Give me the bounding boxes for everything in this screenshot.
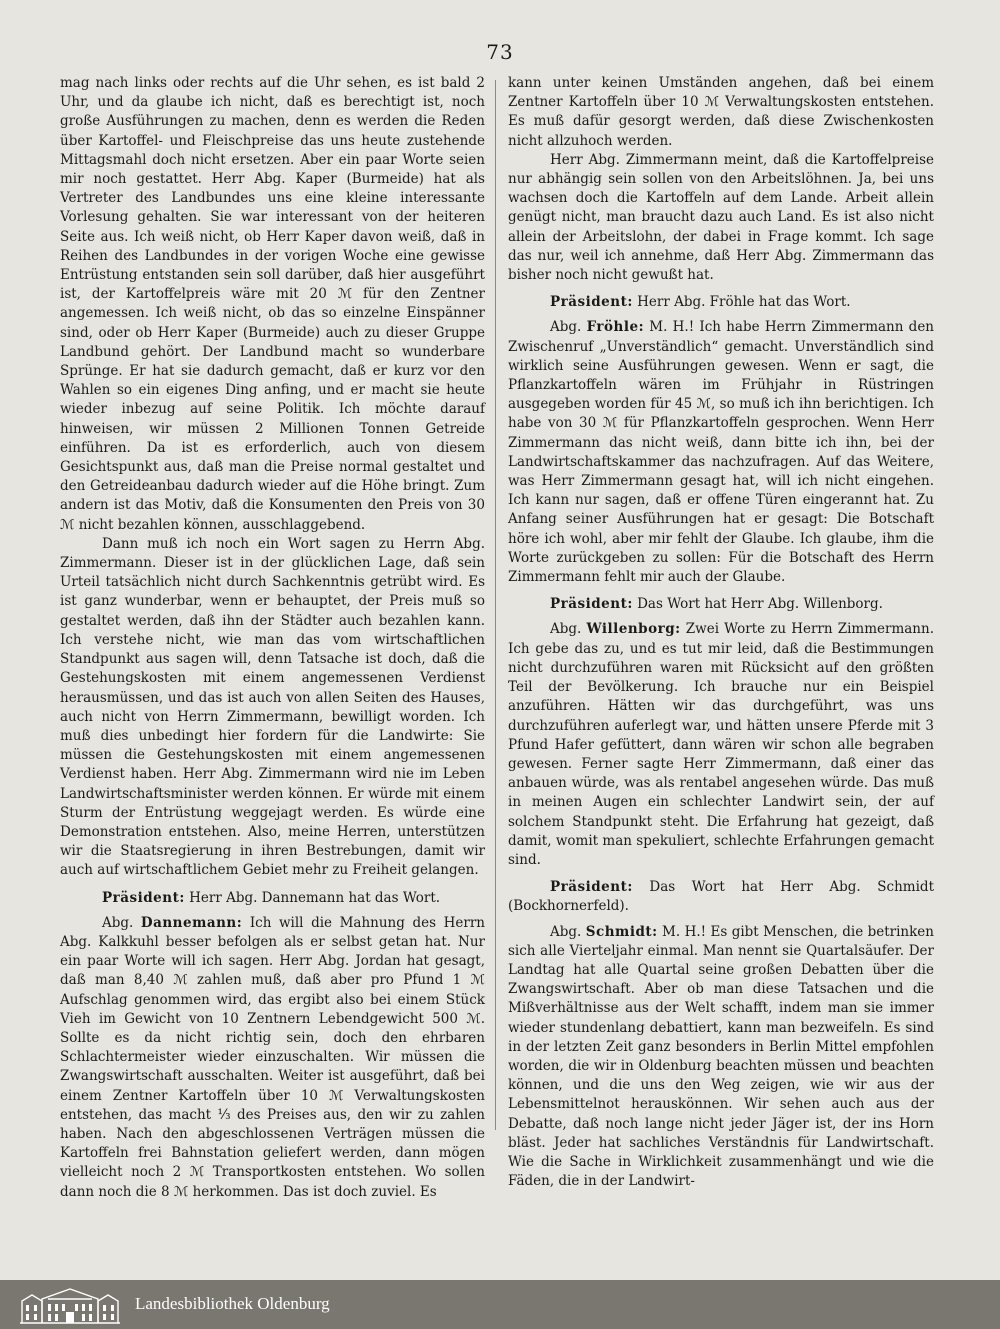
speaker-label: Dannemann: — [140, 914, 243, 931]
speech-text: M. H.! Es gibt Menschen, die betrinken sich alle Vierteljahr einmal. Man nennt sie Quartalsäufer. Der Landtag hat alle Quartal seine großen Debatten über die Zwangswirtschaft. Aber ob man diese Tatsachen und die Mißverhältnisse aus der Welt schafft, indem man sie immer wieder stundenlang debattiert, kann man bezweifeln. Es sind in der letzten Zeit ganz besonders in Berlin Mittel empfohlen worden, die wir in Oldenburg beachten müssen und beachten können, und die uns den Weg zeigen, wie wir aus der Lebensmittelnot herauskönnen. Wir sehen auch aus der Debatte, daß noch lange nicht jeder Jäger ist, der ins Horn bläst. Jeder hat sachliches Verständnis für Landwirtschaft. Wie die Sache in Wirklichkeit zusammenhängt und wie die Fäden, die in der Landwirt- — [508, 923, 934, 1190]
paragraph: kann unter keinen Umständen angehen, daß bei einem Zentner Kartoffeln über 10 ℳ Verwaltungskosten entstehen. Es muß dafür gesorgt werden, daß diese Zwischenkosten nicht allzuhoch werden. — [508, 75, 934, 149]
speaker-label: Präsident: — [550, 879, 633, 896]
paragraph: Dann muß ich noch ein Wort sagen zu Herrn Abg. Zimmermann. Dieser ist in der glücklichen Lage, daß sein Urteil tatsächlich nicht durch Sachkenntnis getrübt wird. Es ist ganz wunderbar, wenn er behauptet, der Preis muß so gestaltet werden, daß ihn der Städter auch bezahlen kann. Ich verstehe nicht, wie man das vom wirtschaftlichen Standpunkt aus sagen will, denn Tatsache ist doch, daß die Gestehungskosten mit einem angemessenen Verdienst herausmüssen, und das ist auch von allen Seiten des Hauses, auch nicht von Herrn Zimmermann, bewilligt worden. Ich muß dies unbedingt hier fordern für die Landwirte: Sie müssen die Gestehungskosten mit einem angemessenen Verdienst haben. Herr Abg. Zimmermann wird nie im Leben Landwirtschaftsminister werden können. Er würde mit einem Sturm der Entrüstung weggejagt werden. Es würde eine Demonstration entstehen. Also, meine Herren, unterstützen wir die Staatsregierung in ihren Bestrebungen, damit wir auch auf wirtschaftlichem Gebiet mehr zu Freiheit gelangen. — [60, 535, 485, 879]
speaker-label: Schmidt: — [585, 923, 658, 940]
speaker-prefix: Abg. — [550, 621, 587, 638]
footer-bar — [0, 1280, 1000, 1329]
statement-text: Herr Abg. Dannemann hat das Wort. — [184, 889, 441, 906]
president-statement — [508, 878, 934, 916]
speaker-label: Präsident: — [550, 294, 633, 311]
speaker-prefix: Abg. — [550, 923, 586, 940]
paragraph: Herr Abg. Zimmermann meint, daß die Kartoffelpreise nur abhängig sein sollen von den Arbeitslöhnen. Ja, bei uns wachsen doch die Kartoffeln auf dem Lande. Arbeit allein genügt nicht, man braucht dazu auch Land. Es ist also nicht allein der Arbeitslohn, der dabei in Frage kommt. Ich sage das nur, weil ich annehme, daß Herr Abg. Zimmermann das bisher noch nicht gewußt hat. — [508, 151, 934, 284]
president-statement — [508, 595, 934, 614]
speech-text: M. H.! Ich habe Herrn Zimmermann den Zwischenruf „Unverständlich“ gemacht. Unverständlich sind wirklich seine Ausführungen gewesen. Wenn er sagt, die Pflanzkartoffeln wären im Frühjahr in Rüstringen ausgegeben worden für 45 ℳ, so muß ich ihn berichtigen. Ich habe von 30 ℳ für Pflanzkartoffeln gesprochen. Wenn Herr Zimmermann das nicht weiß, dann bitte ich ihn, bei der Landwirtschaftskammer das nachzufragen. Auf das Weitere, was Herr Zimmermann gesagt hat, will ich nicht eingehen. Ich kann nur sagen, daß er offene Türen eingerannt hat. Zu Anfang seiner Ausführungen hat er gesagt: Die Botschaft höre ich wohl, aber mir fehlt der Glaube. Ich glaube, ihm die Worte zurückgeben zu sollen: Für die Botschaft des Herrn Zimmermann fehlt mir auch der Glaube. — [508, 319, 934, 586]
statement-text: Das Wort hat Herr Abg. Schmidt (Bockhornerfeld). — [508, 879, 934, 915]
page-number: 73 — [486, 40, 514, 64]
president-statement — [508, 293, 934, 312]
statement-text: Herr Abg. Fröhle hat das Wort. — [632, 294, 851, 311]
statement-text: Das Wort hat Herr Abg. Willenborg. — [632, 596, 883, 613]
speaker-prefix: Abg. — [102, 914, 141, 931]
speech-text: Ich will die Mahnung des Herrn Abg. Kalkkuhl besser befolgen als er selbst getan hat. Nur ein paar Worte will ich sagen. Herr Abg. Jordan hat gesagt, daß man 8,40 ℳ zahlen muß, daß aber pro Pfund 1 ℳ Aufschlag genommen wird, das ergibt also bei einem Stück Vieh im Gewicht von 10 Zentnern Lebendgewicht 500 ℳ. Sollte es da nicht richtig sein, doch den ehrbaren Schlachtermeister wieder einzuschalten. Wir müssen die Zwangswirtschaft ausschalten. Weiter ist ausgeführt, daß bei einem Zentner Kartoffeln über 10 ℳ Verwaltungskosten entstehen, das macht ⅓ des Preises aus, den wir zu zahlen haben. Nach den abgeschlossenen Verträgen müssen die Kartoffeln frei Bahnstation geliefert werden, dann mögen vielleicht noch 2 ℳ Transportkosten entstehen. Wo sollen dann noch die 8 ℳ herkommen. Das ist doch zuviel. Es — [60, 914, 485, 1200]
speech-paragraph — [60, 914, 485, 1202]
library-building-logo-icon[interactable] — [18, 1285, 122, 1325]
left-column — [60, 74, 485, 1200]
speaker-label: Präsident: — [550, 596, 633, 613]
speaker-label: Willenborg: — [586, 621, 681, 638]
paragraph: mag nach links oder rechts auf die Uhr sehen, es ist bald 2 Uhr, und da glaube ich nicht, daß es berechtigt ist, noch große Ausführungen zu machen, denn es werden die Reden über Kartoffel- und Fleischpreise das uns heute zustehende Mittagsmahl doch nicht ersetzen. Aber ein paar Worte seien mir noch gestattet. Herr Abg. Kaper (Burmeide) hat als Vertreter des Landbundes uns eine kleine interessante Vorlesung gehalten. Sie war interessant von der heiteren Seite aus. Ich weiß nicht, ob Herr Kaper davon weiß, daß in Reihen des Landbundes in der vorigen Woche eine gewisse Entrüstung entstanden sein soll darüber, daß hier ausgeführt ist, der Kartoffelpreis wäre mit 20 ℳ für den Zentner angemessen. Ich weiß nicht, ob das so einzelne Einspänner sind, oder ob Herr Kaper (Burmeide) auch zu dieser Gruppe Landbund gehört. Der Landbund macht so wunderbare Sprünge. Er hat sie dadurch gemacht, daß er kurz vor den Wahlen so ein eigenes Ding anfing, und er macht sie heute wieder inbezug auf seine Politik. Ich möchte darauf hinweisen, wir müssen 2 Millionen Tonnen Getreide einführen. Da ist es erforderlich, auch von diesem Gesichtspunkt aus, daß man die Preise normal gestaltet und den Getreideanbau dadurch wieder auf die Höhe bringt. Zum andern ist das Motiv, daß die Konsumenten den Preis von 30 ℳ nicht bezahlen können, ausschlaggebend. — [60, 75, 485, 533]
speech-paragraph — [508, 318, 934, 587]
speaker-label: Fröhle: — [586, 319, 645, 336]
column-divider — [495, 80, 496, 1130]
speech-paragraph — [508, 923, 934, 1192]
library-name[interactable]: Landesbibliothek Oldenburg — [135, 1294, 330, 1313]
president-statement — [60, 889, 485, 908]
speech-text: Zwei Worte zu Herrn Zimmermann. Ich gebe das zu, und es tut mir leid, daß die Bestimmungen nicht durchzuführen waren mit Rücksicht auf den größten Teil der Bevölkerung. Ich brauche nur ein Beispiel anzuführen. Hätten wir das durchgeführt, was uns durchzuführen auferlegt war, und hätten unsere Pferde mit 3 Pfund Hafer gefüttert, dann wären wir schon alle begraben gewesen. Ferner sagte Herr Zimmermann, daß einer das anbauen würde, was als rentabel angesehen würde. Das muß in meinen Augen ein schlechter Landwirt sein, der auf solchem Standpunkt steht. Die Erfahrung hat gezeigt, daß damit, womit man spekuliert, schlechte Erfahrungen gemacht sind. — [508, 621, 934, 868]
speech-paragraph — [508, 620, 934, 870]
right-column — [508, 74, 934, 1190]
speaker-label: Präsident: — [102, 889, 185, 906]
speaker-prefix: Abg. — [550, 319, 587, 336]
